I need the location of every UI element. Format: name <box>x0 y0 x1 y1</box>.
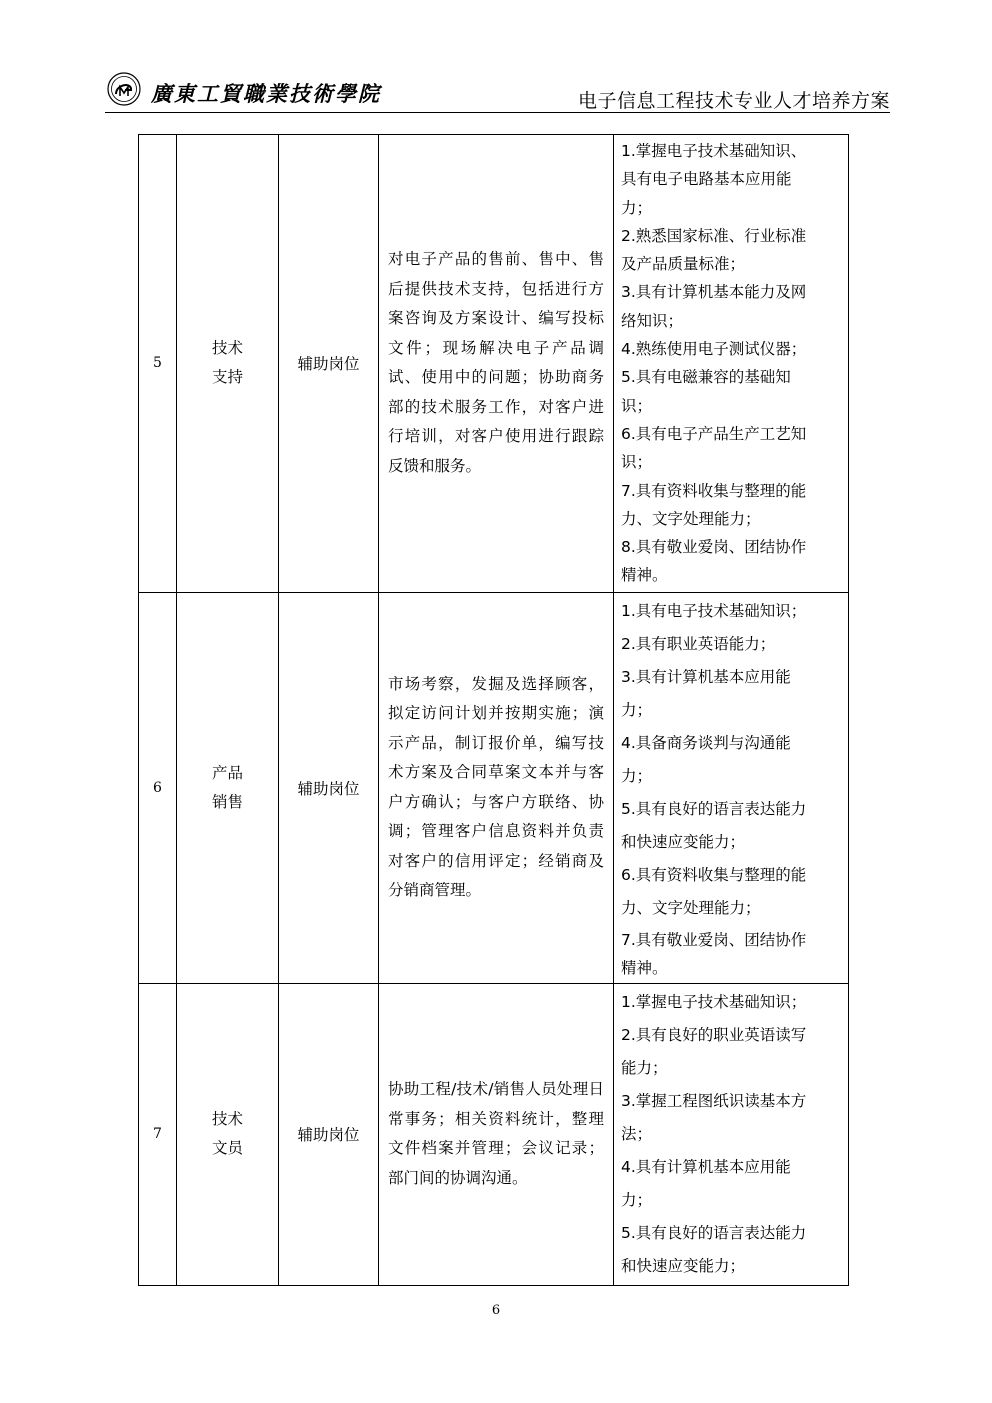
row-number: 7 <box>139 983 177 1285</box>
row-number: 6 <box>139 592 177 983</box>
post-type: 辅助岗位 <box>279 135 379 593</box>
post-name: 产品 销售 <box>177 592 279 983</box>
table-row <box>139 983 849 1285</box>
job-table <box>138 134 849 1286</box>
post-type: 辅助岗位 <box>279 592 379 983</box>
document-title: 电子信息工程技术专业人才培养方案 <box>577 90 890 112</box>
page-header <box>105 70 890 113</box>
requirements: 1.具有电子技术基础知识； 2.具有职业英语能力； 3.具有计算机基本应用能 力； 4.具备商务谈判与沟通能 力； 5.具有良好的语言表达能力 和快速应变能力； 6.具有资料收集与整理的能 力、文字处理能力； 7.具有敬业爱岗、团结协作 精神。 <box>614 592 849 983</box>
post-name: 技术 支持 <box>177 135 279 593</box>
college-emblem-icon <box>107 72 141 106</box>
table-row <box>139 135 849 593</box>
row-number: 5 <box>139 135 177 593</box>
post-type: 辅助岗位 <box>279 983 379 1285</box>
duty-description: 协助工程/技术/销售人员处理日常事务；相关资料统计，整理文件档案并管理；会议记录；部门间的协调沟通。 <box>379 983 614 1285</box>
duty-description: 市场考察，发掘及选择顾客，拟定访问计划并按期实施；演示产品，制订报价单，编写技术方案及合同草案文本并与客户方确认；与客户方联络、协调；管理客户信息资料并负责对客户的信用评定；经销商及分销商管理。 <box>379 592 614 983</box>
post-name: 技术 文员 <box>177 983 279 1285</box>
school-name: 廣東工貿職業技術學院 <box>151 81 381 106</box>
requirements: 1.掌握电子技术基础知识； 2.具有良好的职业英语读写 能力； 3.掌握工程图纸识读基本方 法； 4.具有计算机基本应用能 力； 5.具有良好的语言表达能力 和快速应变能力； <box>614 983 849 1285</box>
table-row <box>139 592 849 983</box>
page-number: 6 <box>491 1303 501 1318</box>
duty-description: 对电子产品的售前、售中、售后提供技术支持，包括进行方案咨询及方案设计、编写投标文件；现场解决电子产品调试、使用中的问题；协助商务部的技术服务工作，对客户进行培训，对客户使用进行跟踪反馈和服务。 <box>379 135 614 593</box>
requirements: 1.掌握电子技术基础知识、 具有电子电路基本应用能 力； 2.熟悉国家标准、行业标准 及产品质量标准； 3.具有计算机基本能力及网 络知识； 4.熟练使用电子测试仪器； 5.具有电磁兼容的基础知 识； 6.具有电子产品生产工艺知 识； 7.具有资料收集与整理的能 力、文字处理能力； 8.具有敬业爱岗、团结协作 精神。 <box>614 135 849 593</box>
